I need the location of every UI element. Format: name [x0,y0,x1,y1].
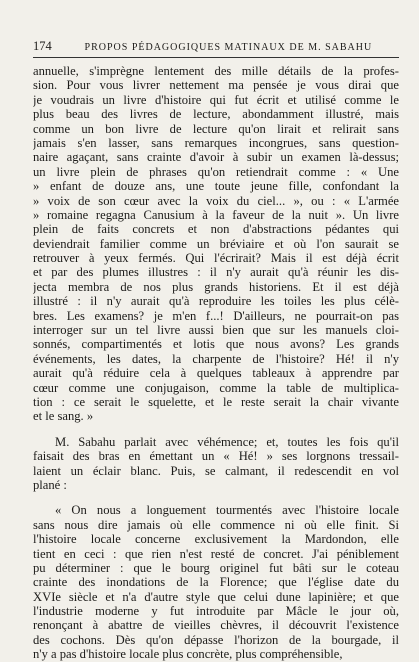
running-title: PROPOS PÉDAGOGIQUES MATINAUX DE M. SABAHU [84,42,373,53]
text-line: sion. Pour vous livrer nettement ma pensée je vous dirai que [33,78,399,93]
page-header [33,39,399,54]
text-line: » enfant de douze ans, une toute jeune fille, confondant la [33,179,399,194]
text-line: événements, les dates, la charpente de l'histoire? Hé! il n'y [33,351,399,366]
paragraph-gap [33,492,399,503]
page-number: 174 [33,39,52,53]
text-line: retrouver à yeux fermés. Qui l'écrirait? Mais il est déjà écrit [33,251,399,266]
text-line: faisait des bras en émettant un « Hé! » ses lorgnons tressail- [33,449,399,464]
text-line: annuelle, s'imprègne lentement des mille détails de la profes- [33,64,399,78]
text-line: et par des plumes illustres : il n'y aurait qu'à réunir les dis- [33,265,399,280]
text-line: jecta membra de nos plus grands historiens. Et il est déjà [33,279,399,294]
paragraph-gap [33,424,399,435]
text-line: naire agaçant, sans crainte d'avoir à subir un examen là-dessus; [33,150,399,165]
text-line: je voudrais un livre d'histoire qui fut écrit et utilisé comme le [33,92,399,107]
text-line: n'y a pas d'histoire locale plus concrète, plus compréhensible, [33,647,343,662]
text-line: plus beau des livres de lecture, abondamment illustré, mais [33,107,399,122]
text-line: l'histoire locale concerne exclusivement la Mardondon, elle [33,532,399,547]
page-body [33,64,399,662]
text-line: M. Sabahu parlait avec véhémence; et, toutes les fois qu'il [55,434,399,449]
text-line: plein de faits concrets et non d'abstractions pédantes qui [33,222,399,237]
text-line: pu déterminer : que le bourg originel fut bâti sur le coteau [33,560,399,575]
text-line: renonçant à abattre de vieilles chèvres, il découvrit l'existence [33,618,399,633]
text-line: comme un bon livre de lecture qu'on lirait et relirait sans [33,121,399,136]
text-line: des cochons. Dès qu'on dépasse l'horizon de la bourgade, il [33,632,399,647]
text-line: un livre plein de phrases qu'on retiendrait comme : « Une [33,164,399,179]
paragraph [33,435,399,493]
text-line: XVIe siècle et n'a d'autre style que celui dune lapinière; et que [33,589,399,604]
text-line: bres. Les examens? je m'en f...! D'ailleurs, ne pourrait-on pas [33,308,399,323]
text-line: crainte des inondations de la Florence; que l'église date du [33,575,399,590]
text-line: « On nous a longuement tourmentés avec l'histoire locale [55,503,399,518]
text-line: cœur comme une conjugaison, comme la table de multiplica- [33,380,399,395]
text-line: interroger sur un tel livre aussi bien que sur les manuels cloi- [33,323,399,338]
text-line: tion : ce serait le squelette, et le reste serait la chair vivante [33,394,399,409]
header-rule [33,57,399,58]
text-line: aurait qu'à réduire cela à quelques tableaux à apprendre par [33,366,399,381]
text-line: plané : [33,477,67,492]
text-line: sonnés, compartimentés et lotis que nous avons? Les grands [33,337,399,352]
paragraph [33,64,399,424]
text-line: tient en ceci : que rien n'est resté de concret. J'ai péniblement [33,546,399,561]
text-line: » romaine regagna Canusium à la faveur de la nuit ». Un livre [33,207,399,222]
text-line: » voix de son cœur avec la voix du ciel... », ou : « L'armée [33,193,399,208]
text-line: jamais s'en lasser, sans remarques incongrues, sans question- [33,135,399,150]
text-line: laient un éclair blanc. Puis, se calmant, il redescendit en vol [33,463,399,478]
text-line: l'industrie moderne y fut introduite par Mâcle le jour où, [33,604,399,619]
text-line: sans nous dire jamais où elle commence ni où elle finit. Si [33,517,399,532]
text-line: illustré : il n'y aurait qu'à reproduire les toiles les plus célè- [33,294,399,309]
paragraph [33,503,399,661]
text-line: deviendrait familier comme un bréviaire et où l'on saurait se [33,236,399,251]
text-line: et le sang. » [33,409,94,424]
